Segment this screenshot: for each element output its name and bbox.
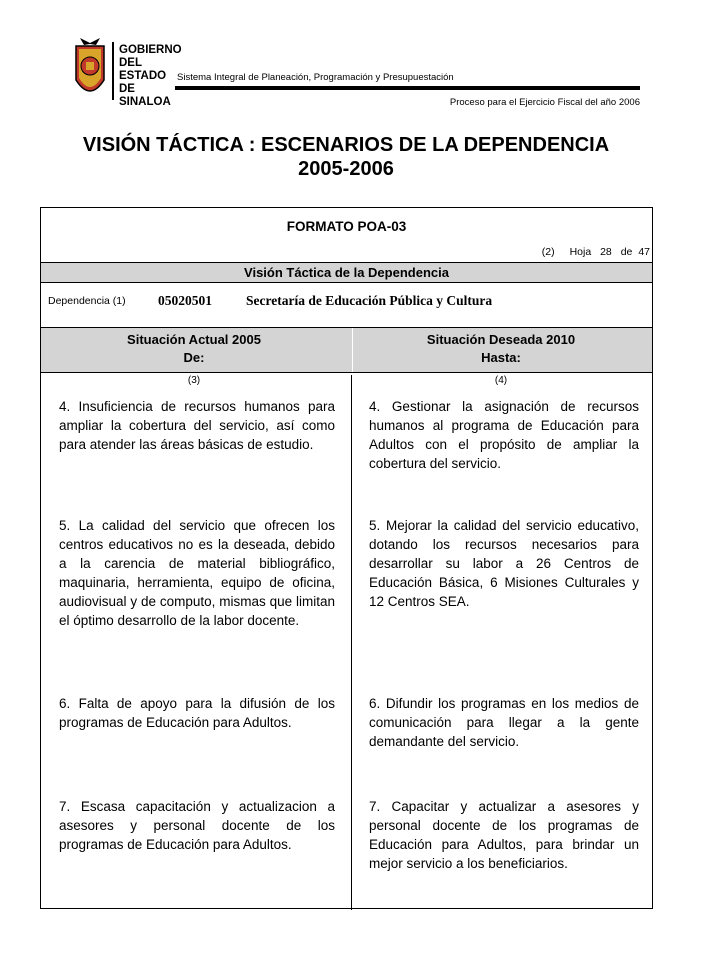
column-header-bar [41, 328, 652, 373]
sheet-ref: (2) [541, 246, 555, 258]
dependency-label: Dependencia (1) [48, 295, 126, 307]
dependency-row [41, 283, 652, 328]
current-sub: De: [183, 350, 205, 365]
current-item-5: 5. La calidad del servicio que ofrecen los centros educativos no es la deseada, debido a la carencia de material bibliográfico, maquinaria, herramienta, equipo de oficina, audiovisual y de computo, mismas que limitan el óptimo desarrollo de la labor docente. [59, 518, 335, 628]
sheet-of-label: de [620, 246, 633, 258]
header-rule [175, 86, 640, 90]
sheet-label: Hoja [569, 246, 592, 258]
sheet-page: 28 [600, 246, 612, 258]
format-label: FORMATO POA-03 [286, 219, 407, 234]
fiscal-process-label: Proceso para el Ejercicio Fiscal del año 2006 [449, 97, 640, 108]
desired-item-6: 6. Difundir los programas en los medios de comunicación para llegar a la gente demandante del servicio. [369, 696, 639, 749]
title-line-1: VISIÓN TÁCTICA : ESCENARIOS DE LA DEPENDENCIA [82, 134, 610, 156]
logo-text-line-1: GOBIERNO [119, 44, 182, 56]
current-item-6: 6. Falta de apoyo para la difusión de los programas de Educación para Adultos. [59, 696, 335, 730]
desired-sub: Hasta: [481, 350, 521, 365]
dependency-name: Secretaría de Educación Pública y Cultura [246, 293, 493, 308]
page-title [40, 133, 652, 181]
current-column-ref: (3) [187, 375, 201, 386]
logo-text-line-3: DE SINALOA [119, 83, 171, 108]
column-header-desired [348, 331, 654, 367]
desired-title: Situación Deseada 2010 [426, 332, 576, 347]
desired-item-4: 4. Gestionar la asignación de recursos humanos al programa de Educación para Adultos con el propósito de ampliar la cobertura del servicio. [369, 399, 639, 471]
column-header-current [41, 331, 347, 367]
column-divider [351, 375, 352, 910]
title-line-2: 2005-2006 [298, 158, 394, 180]
state-government-logo [72, 32, 182, 108]
desired-item-7: 7. Capacitar y actualizar a asesores y personal docente de los programas de Educación para Adultos, para brindar un mejor servicio a los beneficiarios. [369, 799, 639, 871]
section-title: Visión Táctica de la Dependencia [41, 262, 652, 283]
logo-text-line-2: DEL ESTADO [119, 57, 167, 82]
sheet-total: 47 [638, 246, 650, 258]
sheet-indicator [536, 246, 650, 258]
desired-column-ref: (4) [494, 375, 508, 386]
desired-item-5: 5. Mejorar la calidad del servicio educativo, dotando los recursos necesarios para desarrollar su labor a 26 Centros de Educación Básica, 6 Misiones Culturales y 12 Centros SEA. [369, 518, 639, 609]
system-name: Sistema Integral de Planeación, Programación y Presupuestación [177, 72, 454, 83]
current-item-4: 4. Insuficiencia de recursos humanos para ampliar la cobertura del servicio, así como para atender las áreas básicas de estudio. [59, 399, 335, 452]
current-title: Situación Actual 2005 [127, 332, 261, 347]
dependency-code: 05020501 [158, 293, 212, 308]
current-item-7: 7. Escasa capacitación y actualizacion a asesores y personal docente de los programas de Educación para Adultos. [59, 799, 335, 852]
